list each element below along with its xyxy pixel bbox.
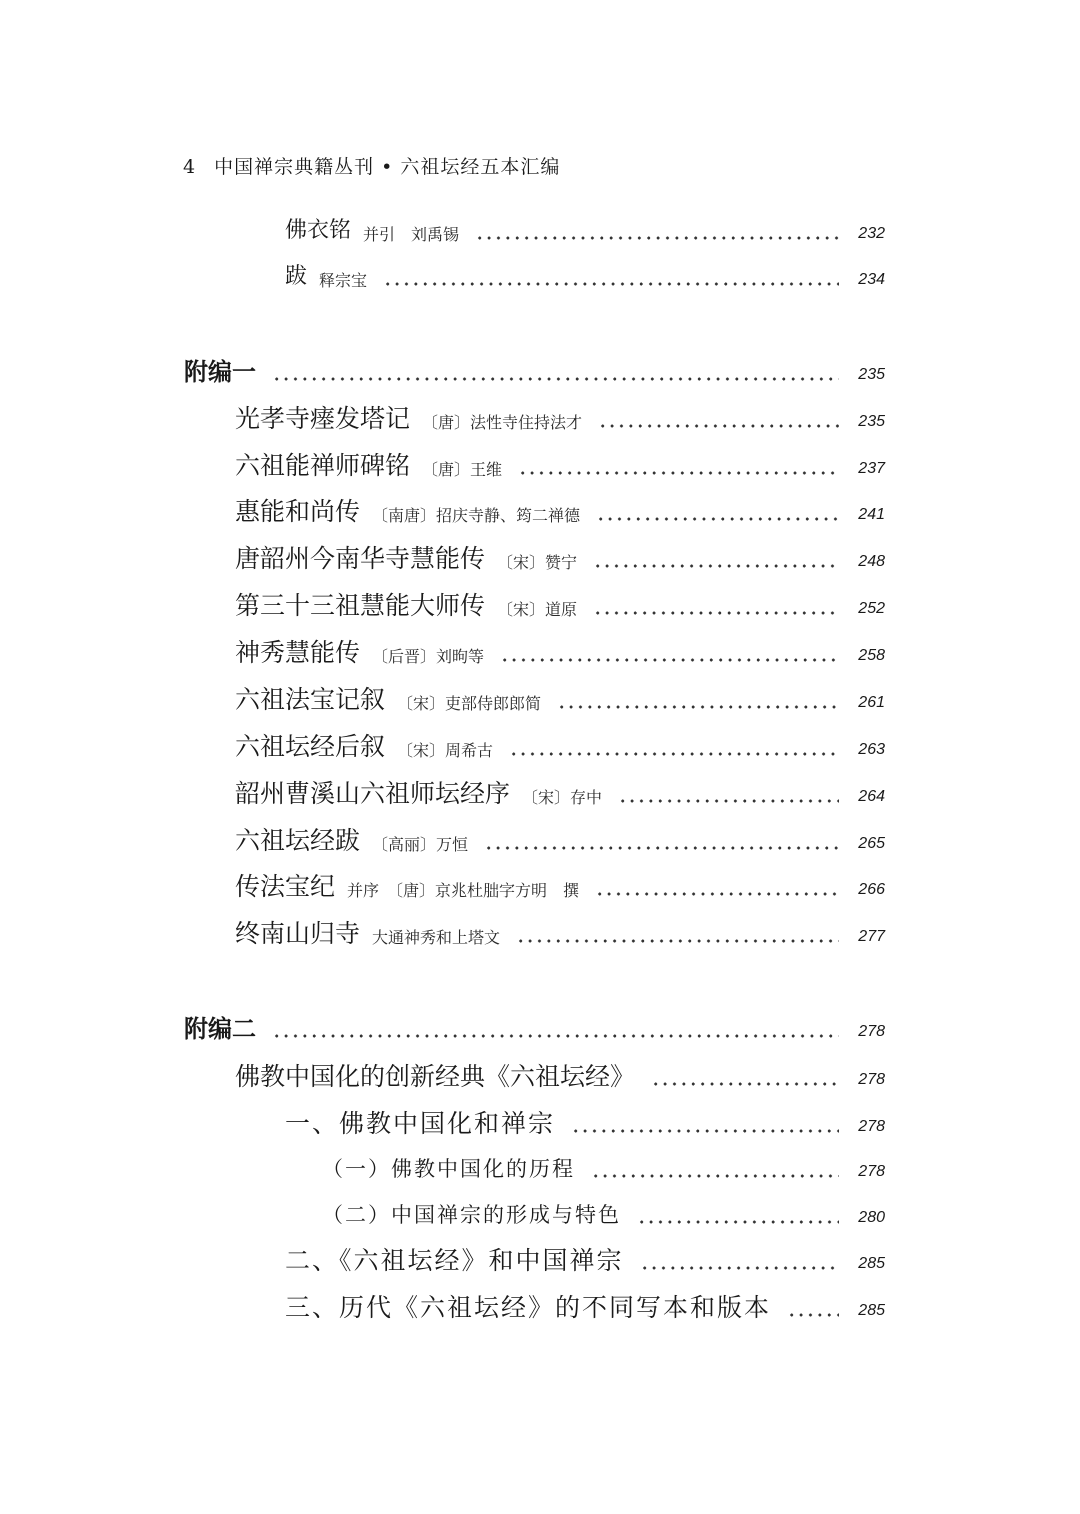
entry-author: 〔后晋〕刘昫等 (372, 647, 485, 666)
entry-page: 264 (858, 788, 885, 805)
toc-entry (235, 632, 885, 668)
book-title: 中国禅宗典籍丛刊 • 六祖坛经五本汇编 (214, 156, 561, 178)
dot-leader (651, 1082, 839, 1086)
dot-leader (640, 1266, 839, 1270)
toc-entry (235, 491, 885, 527)
toc-entry (235, 820, 885, 856)
dot-leader (571, 1129, 839, 1133)
toc-entry (285, 210, 885, 246)
entry-author: 〔宋〕吏部侍郎郎简 (397, 694, 542, 713)
entry-page: 232 (858, 225, 885, 242)
toc-entry (235, 538, 885, 574)
entry-author: 释宗宝 (319, 271, 368, 290)
entry-author: 〔唐〕王维 (422, 460, 503, 479)
entry-page: 248 (858, 553, 885, 570)
entry-title: 韶州曹溪山六祖师坛经序 (235, 779, 511, 808)
toc-entry (235, 1056, 885, 1092)
entry-title: 惠能和尚传 (235, 497, 361, 526)
entry-page: 278 (858, 1118, 885, 1135)
dot-leader (383, 282, 839, 286)
entry-page: 258 (858, 647, 885, 664)
dot-leader (475, 236, 839, 240)
dot-leader (593, 564, 839, 568)
toc-entry (235, 445, 885, 481)
entry-title: 六祖能禅师碑铭 (235, 451, 411, 480)
entry-title: 唐韶州今南华寺慧能传 (235, 544, 486, 573)
entry-title: 第三十三祖慧能大师传 (235, 591, 486, 620)
toc-section (285, 1240, 885, 1276)
dot-leader (593, 611, 839, 615)
dot-leader (557, 705, 839, 709)
entry-author: 〔宋〕赞宁 (497, 553, 578, 572)
entry-author: 〔宋〕道原 (497, 600, 578, 619)
entry-page: 280 (858, 1209, 885, 1226)
entry-page: 235 (858, 413, 885, 430)
toc-entry (235, 398, 885, 434)
entry-page: 237 (858, 460, 885, 477)
entry-title: 六祖坛经后叙 (235, 732, 386, 761)
toc-entry (235, 913, 885, 949)
dot-leader (516, 939, 839, 943)
entry-author: 〔南唐〕招庆寺静、筠二禅德 (372, 506, 581, 525)
toc-entry (285, 256, 885, 292)
entry-page: 265 (858, 835, 885, 852)
dot-leader (595, 892, 839, 896)
entry-author: 〔宋〕周希古 (397, 741, 494, 760)
entry-title: 六祖坛经跋 (235, 826, 361, 855)
toc-section (285, 1103, 885, 1139)
entry-page: 241 (858, 506, 885, 523)
entry-page: 277 (858, 928, 885, 945)
entry-page: 278 (858, 1163, 885, 1180)
subsection-title: （一）佛教中国化的历程 (322, 1157, 575, 1181)
entry-page: 263 (858, 741, 885, 758)
subsection-title: （二）中国禅宗的形成与特色 (322, 1203, 621, 1227)
entry-title: 神秀慧能传 (235, 638, 361, 667)
part-title: 附编二 (184, 1015, 256, 1043)
dot-leader (637, 1220, 839, 1224)
entry-author: 大通神秀和上塔文 (372, 928, 501, 947)
toc-entry (235, 866, 885, 902)
dot-leader (509, 752, 839, 756)
entry-title: 佛衣铭 (285, 218, 352, 243)
toc-entry (235, 679, 885, 715)
entry-page: 261 (858, 694, 885, 711)
entry-title: 六祖法宝记叙 (235, 685, 386, 714)
entry-author: 并序 〔唐〕京兆杜朏字方明 撰 (347, 881, 580, 900)
entry-title: 光孝寺瘗发塔记 (235, 404, 411, 433)
dot-leader (500, 658, 839, 662)
dot-leader (272, 377, 839, 381)
dot-leader (596, 517, 839, 521)
entry-page: 278 (858, 1071, 885, 1088)
entry-title: 传法宝纪 (235, 872, 336, 901)
entry-title: 佛教中国化的创新经典《六祖坛经》 (235, 1062, 636, 1091)
dot-leader (518, 471, 839, 475)
entry-page: 278 (858, 1023, 885, 1040)
toc-entry (235, 773, 885, 809)
entry-title: 终南山归寺 (235, 919, 361, 948)
dot-leader (591, 1174, 839, 1178)
toc-part-heading (184, 1008, 885, 1044)
entry-page: 234 (858, 271, 885, 288)
entry-author: 〔唐〕法性寺住持法才 (422, 413, 583, 432)
section-title: 一、佛教中国化和禅宗 (285, 1109, 556, 1138)
dot-leader (618, 799, 839, 803)
toc-entry (235, 726, 885, 762)
toc-section (285, 1287, 885, 1323)
dot-leader (272, 1034, 839, 1038)
entry-page: 285 (858, 1302, 885, 1319)
toc-part-heading (184, 351, 885, 387)
page-number: 4 (183, 156, 197, 178)
part-title: 附编一 (184, 358, 256, 386)
toc-entry (235, 585, 885, 621)
dot-leader (787, 1313, 839, 1317)
toc-subsection (322, 1148, 885, 1184)
entry-page: 252 (858, 600, 885, 617)
entry-title: 跋 (285, 264, 308, 289)
section-title: 二、《六祖坛经》和中国禅宗 (285, 1246, 624, 1275)
dot-leader (598, 424, 839, 428)
entry-author: 并引 刘禹锡 (363, 225, 460, 244)
section-title: 三、历代《六祖坛经》的不同写本和版本 (285, 1293, 772, 1322)
dot-leader (484, 846, 839, 850)
toc-subsection (322, 1194, 885, 1230)
entry-page: 266 (858, 881, 885, 898)
entry-page: 235 (858, 366, 885, 383)
entry-page: 285 (858, 1255, 885, 1272)
entry-author: 〔高丽〕万恒 (372, 835, 469, 854)
entry-author: 〔宋〕存中 (522, 788, 603, 807)
